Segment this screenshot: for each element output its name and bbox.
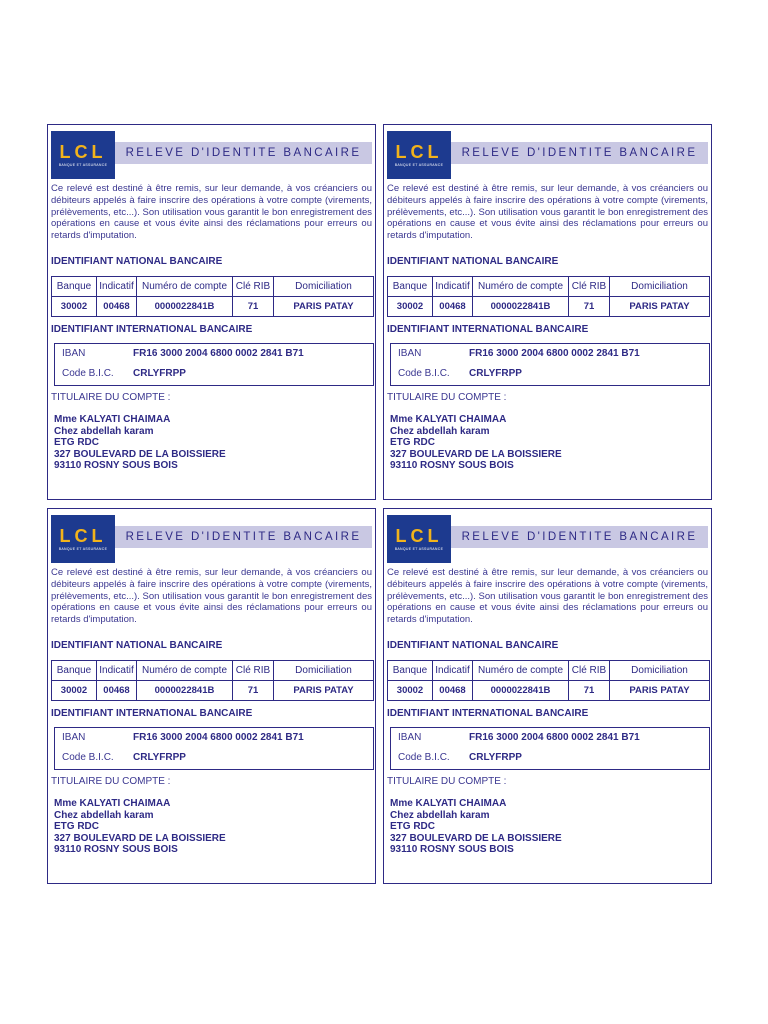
international-box [54,727,374,770]
rib-card [47,124,376,500]
col-numero-compte: Numéro de compte [473,661,569,681]
col-cle-rib: Clé RIB [569,661,610,681]
banque-value: 30002 [388,681,433,701]
international-heading: IDENTIFIANT INTERNATIONAL BANCAIRE [387,324,589,335]
holder-line: Mme KALYATI CHAIMAA [54,798,171,809]
holder-address [54,414,226,472]
col-banque: Banque [388,661,433,681]
lcl-logo: LCL BANQUE ET ASSURANCE [387,515,451,563]
holder-label: TITULAIRE DU COMPTE : [387,776,507,787]
iban-value: FR16 3000 2004 6800 0002 2841 B71 [133,348,304,359]
rib-card [383,124,712,500]
holder-address [390,414,562,472]
national-heading: IDENTIFIANT NATIONAL BANCAIRE [51,640,223,651]
rib-card [47,508,376,884]
holder-line: 327 BOULEVARD DE LA BOISSIERE [390,832,562,844]
lcl-logo: LCL BANQUE ET ASSURANCE [387,131,451,179]
rib-value-row [52,297,374,317]
bic-label: Code B.I.C. [62,752,114,763]
holder-line: Mme KALYATI CHAIMAA [390,798,507,809]
holder-line: 93110 ROSNY SOUS BOIS [390,844,514,856]
card-title: RELEVE D'IDENTITE BANCAIRE [115,526,372,548]
holder-label: TITULAIRE DU COMPTE : [387,392,507,403]
holder-line: ETG RDC [54,437,99,449]
iban-label: IBAN [398,348,422,359]
cle-rib-value: 71 [233,297,274,317]
international-box [54,343,374,386]
intro-text: Ce relevé est destiné à être remis, sur leur demande, à vos créanciers ou débiteurs appelés à faire inscrire des opérations à votre compte (virements, prélèvements, etc...). Son utilisation vous garantit le bon enregistrement des opérations en cause et vous évite ainsi des réclamations pour erreurs ou retards d'imputation. [51,567,372,626]
domiciliation-value: PARIS PATAY [274,297,374,317]
banque-value: 30002 [52,681,97,701]
col-indicatif: Indicatif [97,661,137,681]
col-domiciliation: Domiciliation [274,661,374,681]
iban-label: IBAN [62,348,86,359]
col-cle-rib: Clé RIB [233,277,274,297]
numero-compte-value: 0000022841B [473,681,569,701]
holder-line: Chez abdellah karam [54,809,154,821]
holder-line: Chez abdellah karam [390,425,490,437]
col-indicatif: Indicatif [433,277,473,297]
cle-rib-value: 71 [569,297,610,317]
rib-table [387,276,710,317]
holder-line: 93110 ROSNY SOUS BOIS [54,844,178,856]
rib-table [387,660,710,701]
col-domiciliation: Domiciliation [610,277,710,297]
bic-label: Code B.I.C. [62,368,114,379]
holder-line: 93110 ROSNY SOUS BOIS [54,460,178,472]
numero-compte-value: 0000022841B [137,297,233,317]
iban-label: IBAN [398,732,422,743]
holder-line: ETG RDC [54,821,99,833]
rib-table [51,276,374,317]
iban-value: FR16 3000 2004 6800 0002 2841 B71 [133,732,304,743]
col-indicatif: Indicatif [97,277,137,297]
holder-address [54,798,226,856]
domiciliation-value: PARIS PATAY [274,681,374,701]
rib-value-row [52,681,374,701]
banque-value: 30002 [388,297,433,317]
col-banque: Banque [52,661,97,681]
bic-value: CRLYFRPP [469,368,522,379]
holder-line: 327 BOULEVARD DE LA BOISSIERE [390,448,562,460]
domiciliation-value: PARIS PATAY [610,681,710,701]
intro-text: Ce relevé est destiné à être remis, sur leur demande, à vos créanciers ou débiteurs appelés à faire inscrire des opérations à votre compte (virements, prélèvements, etc...). Son utilisation vous garantit le bon enregistrement des opérations en cause et vous évite ainsi des réclamations pour erreurs ou retards d'imputation. [51,183,372,242]
rib-value-row [388,297,710,317]
rib-card [383,508,712,884]
rib-table [51,660,374,701]
col-domiciliation: Domiciliation [274,277,374,297]
holder-label: TITULAIRE DU COMPTE : [51,392,171,403]
international-heading: IDENTIFIANT INTERNATIONAL BANCAIRE [51,324,253,335]
card-title: RELEVE D'IDENTITE BANCAIRE [115,142,372,164]
card-title: RELEVE D'IDENTITE BANCAIRE [451,526,708,548]
bic-value: CRLYFRPP [133,368,186,379]
holder-line: ETG RDC [390,437,435,449]
national-heading: IDENTIFIANT NATIONAL BANCAIRE [51,256,223,267]
col-domiciliation: Domiciliation [610,661,710,681]
holder-line: 93110 ROSNY SOUS BOIS [390,460,514,472]
international-box [390,727,710,770]
intro-text: Ce relevé est destiné à être remis, sur leur demande, à vos créanciers ou débiteurs appelés à faire inscrire des opérations à votre compte (virements, prélèvements, etc...). Son utilisation vous garantit le bon enregistrement des opérations en cause et vous évite ainsi des réclamations pour erreurs ou retards d'imputation. [387,183,708,242]
national-heading: IDENTIFIANT NATIONAL BANCAIRE [387,256,559,267]
domiciliation-value: PARIS PATAY [610,297,710,317]
iban-value: FR16 3000 2004 6800 0002 2841 B71 [469,348,640,359]
international-heading: IDENTIFIANT INTERNATIONAL BANCAIRE [387,708,589,719]
holder-address [390,798,562,856]
col-cle-rib: Clé RIB [233,661,274,681]
col-banque: Banque [388,277,433,297]
holder-line: Chez abdellah karam [390,809,490,821]
col-numero-compte: Numéro de compte [137,661,233,681]
holder-line: 327 BOULEVARD DE LA BOISSIERE [54,448,226,460]
bic-value: CRLYFRPP [469,752,522,763]
cle-rib-value: 71 [569,681,610,701]
col-banque: Banque [52,277,97,297]
col-numero-compte: Numéro de compte [137,277,233,297]
holder-line: 327 BOULEVARD DE LA BOISSIERE [54,832,226,844]
holder-line: Mme KALYATI CHAIMAA [54,414,171,425]
holder-line: Mme KALYATI CHAIMAA [390,414,507,425]
col-numero-compte: Numéro de compte [473,277,569,297]
holder-label: TITULAIRE DU COMPTE : [51,776,171,787]
indicatif-value: 00468 [97,297,137,317]
bic-label: Code B.I.C. [398,752,450,763]
holder-line: ETG RDC [390,821,435,833]
numero-compte-value: 0000022841B [137,681,233,701]
international-heading: IDENTIFIANT INTERNATIONAL BANCAIRE [51,708,253,719]
col-indicatif: Indicatif [433,661,473,681]
national-heading: IDENTIFIANT NATIONAL BANCAIRE [387,640,559,651]
numero-compte-value: 0000022841B [473,297,569,317]
cle-rib-value: 71 [233,681,274,701]
bic-label: Code B.I.C. [398,368,450,379]
col-cle-rib: Clé RIB [569,277,610,297]
rib-header-row [52,277,374,297]
lcl-logo: LCL BANQUE ET ASSURANCE [51,515,115,563]
indicatif-value: 00468 [433,297,473,317]
iban-value: FR16 3000 2004 6800 0002 2841 B71 [469,732,640,743]
iban-label: IBAN [62,732,86,743]
card-title: RELEVE D'IDENTITE BANCAIRE [451,142,708,164]
rib-header-row [388,277,710,297]
bic-value: CRLYFRPP [133,752,186,763]
rib-header-row [52,661,374,681]
intro-text: Ce relevé est destiné à être remis, sur leur demande, à vos créanciers ou débiteurs appelés à faire inscrire des opérations à votre compte (virements, prélèvements, etc...). Son utilisation vous garantit le bon enregistrement des opérations en cause et vous évite ainsi des réclamations pour erreurs ou retards d'imputation. [387,567,708,626]
rib-value-row [388,681,710,701]
holder-line: Chez abdellah karam [54,425,154,437]
international-box [390,343,710,386]
lcl-logo: LCL BANQUE ET ASSURANCE [51,131,115,179]
banque-value: 30002 [52,297,97,317]
indicatif-value: 00468 [433,681,473,701]
rib-header-row [388,661,710,681]
indicatif-value: 00468 [97,681,137,701]
